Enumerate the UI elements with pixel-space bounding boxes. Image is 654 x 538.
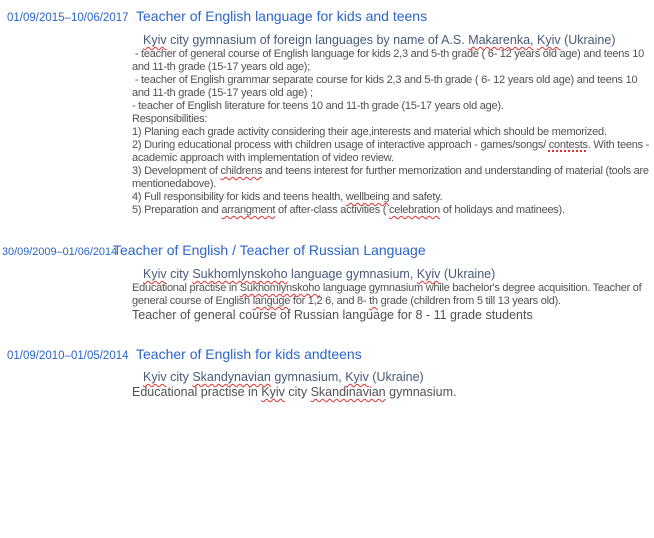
job-description-line: Teacher of general course of Russian language for 8 - 11 grade students [132, 308, 533, 322]
spellcheck-marked-word: Kyiv [345, 370, 369, 384]
experience-entry [0, 8, 654, 217]
employer-line: Kyiv city Skandynavian gymnasium, Kyiv (Ukraine) [143, 370, 424, 384]
spellcheck-marked-word: languge [252, 295, 291, 307]
responsibility-item: 2) During educational process with children usage of interactive approach - games/songs/ contests. With teens - academic approach with implementation of video review. [132, 139, 652, 164]
date-range: 01/09/2010–01/05/2014 [7, 350, 129, 362]
spellcheck-marked-word: Kyiv [143, 267, 167, 281]
spellcheck-marked-word: Kyiv [416, 267, 441, 281]
entry-body [132, 33, 650, 217]
entry-header [0, 242, 654, 260]
experience-entry [0, 242, 654, 322]
date-range: 01/09/2015–10/06/2017 [7, 12, 129, 24]
spellcheck-marked-word: Sukhomlynskoho [192, 267, 288, 281]
job-description-line: - teacher of English grammar separate course for kids 2,3 and 5-th grade ( 6- 12 years old age) and teens 10 and 11-th grade (15-17 years old age) ; [132, 74, 641, 99]
spellcheck-marked-word: Kyiv [536, 33, 561, 47]
responsibility-item: 4) Full responsibility for kids and teens health, wellbeing and safety. [132, 191, 443, 203]
spellcheck-marked-word: Sukhomlynskoho [239, 282, 321, 294]
responsibilities-heading: Responsibilities: [132, 113, 208, 125]
employer-line: Kyiv city Sukhomlynskoho language gymnasium, Kyiv (Ukraine) [143, 267, 496, 281]
job-description-line: - teacher of English literature for teens 10 and 11-th grade (15-17 years old age). [132, 100, 504, 112]
job-title: Teacher of English for kids andteens [136, 346, 362, 362]
experience-entry [0, 346, 654, 399]
job-title: Teacher of English / Teacher of Russian Language [113, 242, 426, 258]
spellcheck-marked-word: celebration [388, 204, 441, 216]
entry-header [0, 346, 654, 364]
entry-body [132, 370, 650, 399]
employer-line: Kyiv city gymnasium of foreign languages by name of A.S. Makarenka, Kyiv (Ukraine) [143, 33, 616, 47]
spellcheck-marked-word: Kyiv [143, 33, 167, 47]
spellcheck-marked-word: arrangment [221, 204, 276, 216]
spellcheck-marked-word: contests [548, 139, 588, 151]
spellcheck-marked-word: Skandinavian [310, 385, 386, 399]
responsibility-item: 1) Planing each grade activity considering their age,interests and material which should be memorized. [132, 126, 607, 138]
spellcheck-marked-word: th [369, 295, 378, 307]
date-range: 30/09/2009–01/06/2014 [2, 246, 118, 258]
responsibility-item: 5) Preparation and arrangment of after-class activities ( celebration of holidays and matinees). [132, 204, 565, 216]
entry-header [0, 8, 654, 26]
responsibility-item: 3) Development of childrens and teens interest for further memorization and understanding of material (tools are mentionedabove). [132, 165, 652, 190]
spellcheck-marked-word: wellbeing [345, 191, 390, 203]
spellcheck-marked-word: Makarenka, [468, 33, 534, 47]
job-description-line: Educational practise in Kyiv city Skandinavian gymnasium. [132, 385, 457, 399]
spellcheck-marked-word: Kyiv [261, 385, 285, 399]
spellcheck-marked-word: Kyiv [143, 370, 167, 384]
spellcheck-marked-word: Skandynavian [192, 370, 271, 384]
job-title: Teacher of English language for kids and teens [136, 8, 428, 24]
entry-body [132, 267, 650, 322]
job-description-line: Educational practise in Sukhomlynskoho language gymnasium while bachelor's degree acquisition. Teacher of general course of English languge for 1,2 6, and 8- th grade (children from 5 till 13 years old). [132, 282, 645, 307]
job-description-line: - teacher of general course of English language for kids 2,3 and 5-th grade ( 6- 12 years old age) and teens 10 and 11-th grade (15-17 years old age); [132, 48, 647, 73]
spellcheck-marked-word: childrens [220, 165, 263, 177]
